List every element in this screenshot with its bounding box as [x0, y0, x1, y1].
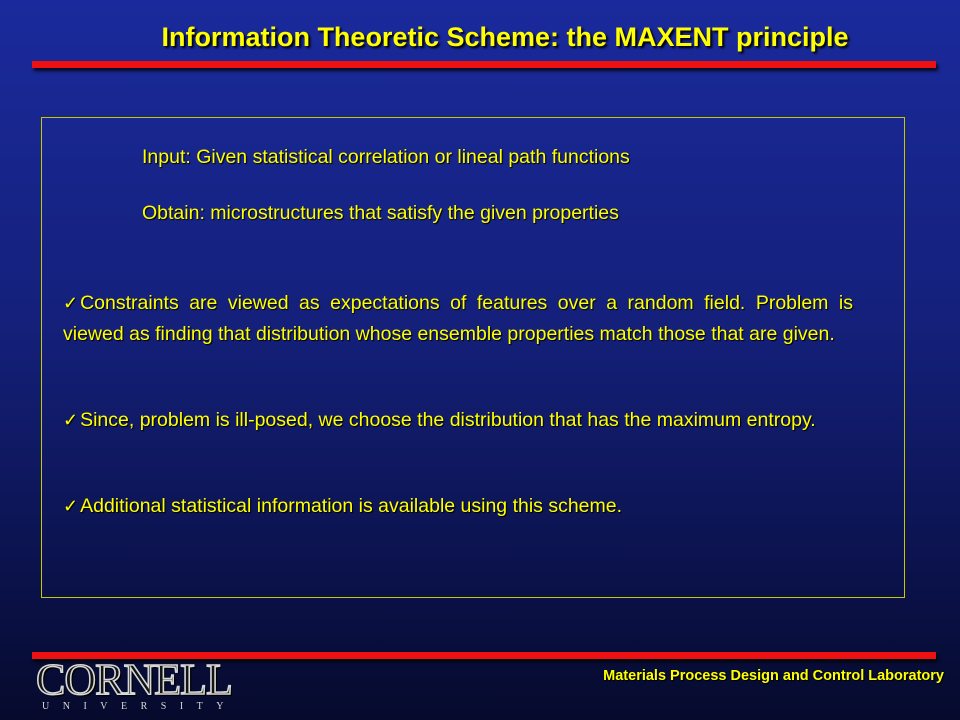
logo-wordmark: CORNELL [36, 655, 232, 704]
bullet-item [63, 491, 853, 522]
bullet-text: Additional statistical information is available using this scheme. [80, 495, 623, 517]
lab-name: Materials Process Design and Control Laboratory [603, 668, 944, 684]
bullet-text: Constraints are viewed as expectations of features over a random field. Problem is viewed as finding that distribution whose ensemble properties match those that are given. [63, 292, 853, 345]
top-divider [32, 61, 936, 68]
checkmark-icon: ✓ [63, 496, 79, 516]
bullet-text: Since, problem is ill-posed, we choose the distribution that has the maximum entropy. [80, 409, 816, 431]
obtain-line: Obtain: microstructures that satisfy the given properties [142, 202, 619, 224]
checkmark-icon: ✓ [63, 410, 79, 430]
logo-subtext: UNIVERSITY [42, 701, 237, 712]
checkmark-icon: ✓ [63, 293, 79, 313]
slide-title: Information Theoretic Scheme: the MAXENT principle [161, 22, 849, 52]
content-box [41, 117, 905, 598]
cornell-logo [36, 655, 237, 716]
bullet-item [63, 405, 853, 436]
input-line: Input: Given statistical correlation or lineal path functions [142, 146, 630, 168]
bullet-item [63, 288, 853, 350]
